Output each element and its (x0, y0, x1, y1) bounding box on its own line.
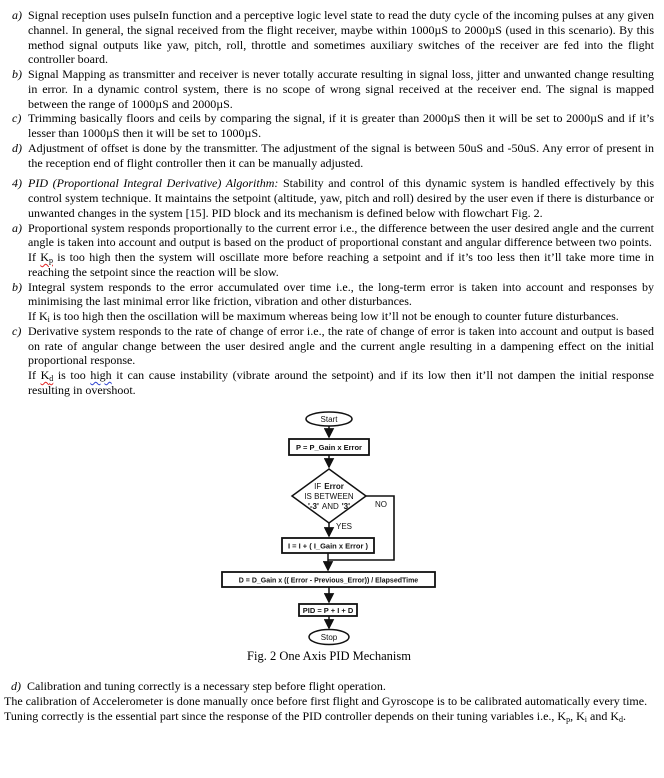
list-marker: a) (12, 220, 22, 235)
note-text: is too high then the oscillation will be maximum whereas being low it’ll not be enough to counter future disturbances. (49, 309, 619, 323)
k-symbol-group (39, 309, 50, 323)
note-text: is too (53, 368, 91, 382)
spellcheck-red-underline (41, 368, 54, 382)
k-symbol: K (40, 368, 50, 382)
list-marker: c) (12, 323, 22, 338)
closing-item-d (4, 679, 654, 694)
section-lead-text: Stability and control of this dynamic system is handled effectively by this control system technique. It maintains the setpoint (altitude, yaw, pitch and roll) desired by the user even if there is disturbance or unwanted changes in the system [15]. PID block and its mechanism is defined below with flowchart Fig. 2. (28, 176, 654, 220)
kp-note (28, 250, 654, 280)
k-subscript: i (47, 315, 50, 324)
pid-item-b (4, 280, 654, 324)
pid-flowchart-figure (4, 410, 654, 664)
decision-pos3: '3' (341, 501, 351, 511)
grammar-blue-underline: high (90, 368, 112, 382)
flow-decision-line2: IS BETWEEN (304, 491, 354, 501)
closing-text: , K (570, 708, 585, 723)
list-item-text: Signal Mapping as transmitter and receiver is never totally accurate resulting in signal loss, jitter and unwanted change resulting in error. In a dynamic control system, there is no scope of wrong signal received at the receiver end. The signal is mapped between the range of 1000µS and 2000µS. (28, 67, 654, 111)
note-text: If (28, 309, 39, 323)
list-marker: d) (11, 679, 21, 694)
flow-i-label: I = I + ( I_Gain x Error ) (287, 541, 369, 550)
decision-if: IF (314, 481, 322, 491)
list-item-c (4, 111, 654, 141)
list-item-a (4, 8, 654, 67)
list-marker: d) (12, 140, 22, 155)
decision-error: Error (324, 481, 344, 491)
list-item-b (4, 67, 654, 111)
flow-d-label: D = D_Gain x (( Error - Previous_Error)) / ElapsedTime (238, 577, 419, 584)
figure-caption: Fig. 2 One Axis PID Mechanism (247, 648, 411, 663)
k-symbol: K (39, 309, 48, 323)
note-text: is too high then the system will oscillate more before reaching a setpoint and if it’s too less then it’ll take more time in reaching the setpoint since the reaction will be slow. (28, 250, 654, 279)
list-item-text: Calibration and tuning correctly is a necessary step before flight operation. (27, 679, 386, 694)
list-item-text: Proportional system responds proportionally to the current error i.e., the difference between the user desired angle and the current angle is taken into account and output is based on the product of proportional constant and angular difference between two points. (28, 220, 654, 250)
note-text: it can cause instability (vibrate around the setpoint) and if its low then it’ll not dampen the initial response resulting in overshoot. (28, 368, 654, 397)
list-item-text: Trimming basically floors and ceils by comparing the signal, if it is greater than 2000µS then it will be set to 2000µS and if it’s lesser than 1000µS then it will be set to 1000µS. (28, 111, 654, 140)
flow-stop-label: Stop (320, 632, 338, 642)
flow-pid-label: PID = P + I + D (302, 605, 354, 615)
list-item-text: Derivative system responds to the rate of change of error i.e., the rate of change of error is taken into account and output is based on rate of angular change between the user desired angle and the current angle resulting in a dampening effect on the initial proportional response. (28, 323, 654, 368)
spellcheck-red-underline (40, 250, 53, 264)
flow-decision-line3 (308, 502, 350, 511)
flow-start-label: Start (320, 414, 338, 424)
pid-item-a (4, 221, 654, 280)
k-subscript: p (48, 256, 53, 265)
note-text: If (28, 250, 41, 264)
flow-decision-line1 (314, 482, 344, 491)
list-item-d (4, 141, 654, 171)
closing-section (4, 679, 654, 723)
ki-note (28, 309, 654, 324)
list-item-text: Integral system responds to the error accumulated over time i.e., the long-term error is taken into account and responses by minimising the last minimal error like friction, vibration and other disturbances. (28, 279, 654, 309)
section-title-italic: PID (Proportional Integral Derivative) Algorithm: (28, 176, 279, 191)
list-marker: 4) (12, 176, 22, 191)
flow-p-label: P = P_Gain x Error (296, 442, 362, 452)
list-item-text: Adjustment of offset is done by the transmitter. The adjustment of the signal is between 50uS and -50uS. Any error of present in the reception end of flight controller then it can be manually adjusted. (28, 140, 654, 170)
kd-subscript: d (619, 714, 623, 724)
list-item-text: Signal reception uses pulseIn function and a perceptive logic level state to read the duty cycle of the incoming pulses at any given channel. In general, the signal received from the flight receiver, maybe within 1000µS to 2000µS (used in this scenario). By this method signal outputs like yaw, pitch, roll, throttle and sometimes auxiliary switches of the receiver are fed into the flight controller board. (28, 8, 654, 67)
note-text: If (28, 368, 41, 382)
closing-paragraph-2 (4, 709, 654, 724)
pid-item-c (4, 324, 654, 398)
section-4-heading (4, 176, 654, 220)
yes-label: YES (336, 521, 353, 531)
list-marker: c) (12, 111, 22, 126)
no-label: NO (375, 499, 387, 509)
decision-and: AND (321, 501, 339, 511)
kd-note (28, 368, 654, 398)
list-marker: b) (12, 67, 22, 81)
decision-neg3: '-3' (307, 501, 319, 511)
list-marker: a) (12, 8, 22, 22)
closing-text: . (623, 708, 626, 723)
pid-flowchart (4, 410, 664, 648)
k-symbol: K (40, 250, 49, 264)
closing-text: and K (587, 708, 619, 723)
k-subscript: d (49, 374, 54, 383)
ki-subscript: i (584, 714, 587, 724)
kp-subscript: p (566, 714, 571, 724)
closing-paragraph-1: The calibration of Accelerometer is done manually once before first flight and Gyroscope is to be calibrated automatically every time. (4, 694, 648, 708)
list-marker: b) (12, 279, 22, 294)
closing-text: Tuning correctly is the essential part since the response of the PID controller depends on their tuning variables i.e., K (4, 708, 567, 723)
